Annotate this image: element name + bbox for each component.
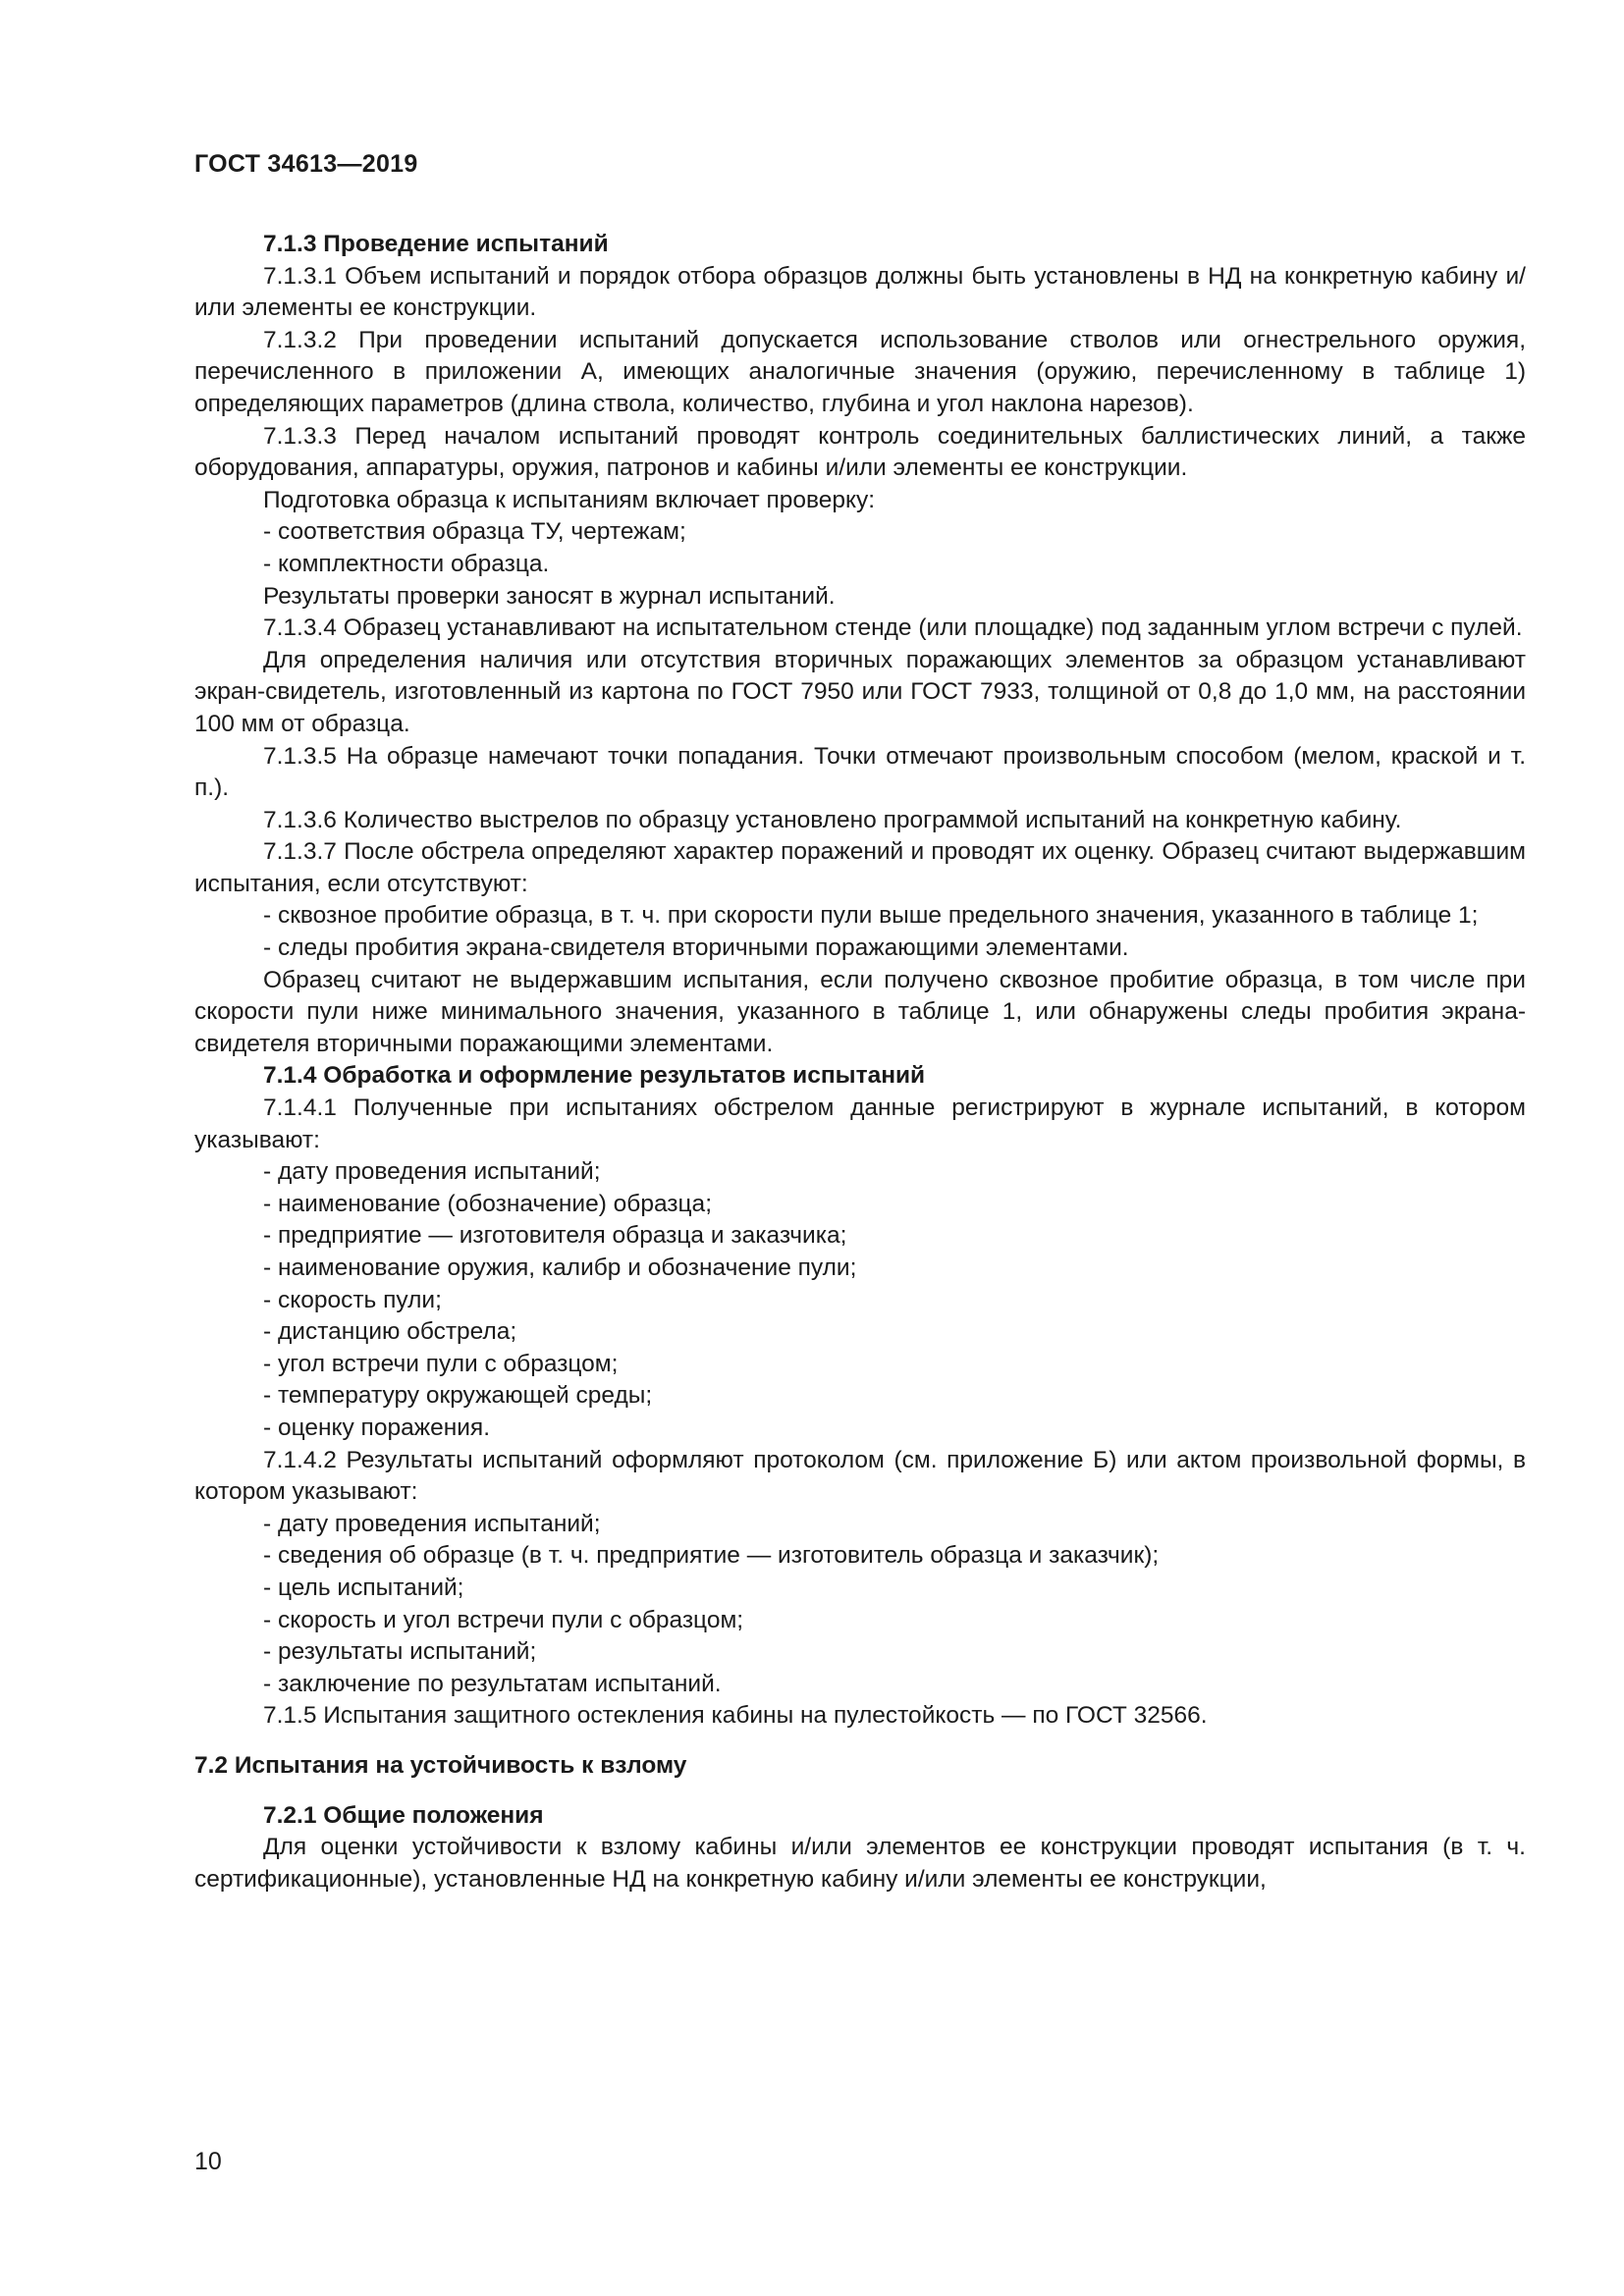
list-item: - результаты испытаний; <box>263 1638 537 1666</box>
list-item: - соответствия образца ТУ, чертежам; <box>263 518 686 546</box>
section-heading-7-2-1: 7.2.1 Общие положения <box>263 1801 544 1829</box>
paragraph-results-log: Результаты проверки заносят в журнал испытаний. <box>263 582 836 610</box>
list-item: - предприятие — изготовителя образца и заказчика; <box>263 1222 847 1250</box>
paragraph-7-2-1: Для оценки устойчивости к взлому кабины и/или элементов ее конструкции проводят испытания (в т. ч. сертификационные), установленные НД на конкретную кабину и/или элементы ее конструкции, <box>194 1834 1526 1893</box>
list-item: - заключение по результатам испытаний. <box>263 1670 722 1697</box>
paragraph-7-1-5: 7.1.5 Испытания защитного остекления кабины на пулестойкость — по ГОСТ 32566. <box>263 1702 1208 1730</box>
list-item: - дату проведения испытаний; <box>263 1510 601 1537</box>
paragraph-7-1-3-1: 7.1.3.1 Объем испытаний и порядок отбора образцов должны быть установлены в НД на конкретную кабину и/или элементы ее конструкции. <box>194 262 1526 322</box>
list-item: - сквозное пробитие образца, в т. ч. при скорости пули выше предельного значения, указанного в таблице 1; <box>263 902 1479 930</box>
list-item: - угол встречи пули с образцом; <box>263 1350 619 1377</box>
list-item: - дистанцию обстрела; <box>263 1318 517 1346</box>
paragraph-7-1-3-6: 7.1.3.6 Количество выстрелов по образцу установлено программой испытаний на конкретную кабину. <box>263 806 1402 833</box>
list-item: - скорость пули; <box>263 1286 442 1313</box>
paragraph-7-1-3-4: 7.1.3.4 Образец устанавливают на испытательном стенде (или площадке) под заданным углом встречи с пулей. <box>263 614 1523 642</box>
list-item: - температуру окружающей среды; <box>263 1382 653 1410</box>
paragraph-failure-criteria: Образец считают не выдержавшим испытания, если получено сквозное пробитие образца, в том числе при скорости пули ниже минимального значения, указанного в таблице 1, или обнаружены следы пробития экрана-свидетеля вторичными поражающими элементами. <box>194 966 1526 1057</box>
paragraph-7-1-3-7: 7.1.3.7 После обстрела определяют характер поражений и проводят их оценку. Образец считают выдержавшим испытания, если отсутствуют: <box>194 838 1526 897</box>
paragraph-7-1-3-2: 7.1.3.2 При проведении испытаний допускается использование стволов или огнестрельного оружия, перечисленного в приложении А, имеющих аналогичные значения (оружию, перечисленному в таблице 1) определяющих параметров (длина ствола, количество, глубина и угол наклона нарезов). <box>194 326 1526 417</box>
page-number: 10 <box>194 2148 222 2175</box>
list-item: - оценку поражения. <box>263 1414 491 1441</box>
paragraph-7-1-4-2: 7.1.4.2 Результаты испытаний оформляют протоколом (см. приложение Б) или актом произвольной формы, в котором указывают: <box>194 1446 1526 1506</box>
list-item: - наименование оружия, калибр и обозначение пули; <box>263 1255 857 1281</box>
list-item: - дату проведения испытаний; <box>263 1158 601 1186</box>
list-item: - скорость и угол встречи пули с образцом; <box>263 1606 744 1633</box>
list-item: - сведения об образце (в т. ч. предприятие — изготовитель образца и заказчик); <box>263 1542 1160 1570</box>
list-item: - следы пробития экрана-свидетеля вторичными поражающими элементами. <box>263 934 1129 962</box>
list-item: - комплектности образца. <box>263 550 550 577</box>
paragraph-preparation: Подготовка образца к испытаниям включает проверку: <box>263 486 876 513</box>
paragraph-7-1-3-5: 7.1.3.5 На образце намечают точки попадания. Точки отмечают произвольным способом (мелом, краской и т. п.). <box>194 742 1526 802</box>
paragraph-7-1-4-1: 7.1.4.1 Полученные при испытаниях обстрелом данные регистрируют в журнале испытаний, в котором указывают: <box>194 1095 1526 1153</box>
section-heading-7-1-3: 7.1.3 Проведение испытаний <box>263 231 609 257</box>
section-heading-7-2: 7.2 Испытания на устойчивость к взлому <box>194 1751 687 1779</box>
list-item: - наименование (обозначение) образца; <box>263 1190 712 1217</box>
paragraph-7-1-3-3: 7.1.3.3 Перед началом испытаний проводят контроль соединительных баллистических линий, а также оборудования, аппаратуры, оружия, патронов и кабины и/или элементы ее конструкции. <box>194 422 1526 482</box>
section-heading-7-1-4: 7.1.4 Обработка и оформление результатов испытаний <box>263 1062 926 1090</box>
paragraph-witness-screen: Для определения наличия или отсутствия вторичных поражающих элементов за образцом устанавливают экран-свидетель, изготовленный из картона по ГОСТ 7950 или ГОСТ 7933, толщиной от 0,8 до 1,0 мм, на расстоянии 100 мм от образца. <box>194 646 1526 737</box>
document-header: ГОСТ 34613—2019 <box>194 150 418 178</box>
list-item: - цель испытаний; <box>263 1574 464 1601</box>
document-body <box>194 229 1526 1896</box>
